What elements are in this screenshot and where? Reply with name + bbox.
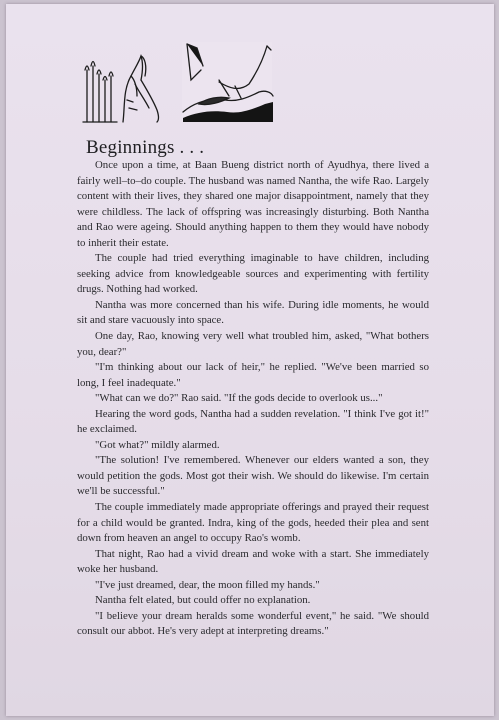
paragraph: That night, Rao had a vivid dream and woke with a start. She immediately woke her husband.	[77, 547, 429, 576]
paragraph: "What can we do?" Rao said. "If the gods decide to overlook us..."	[95, 392, 383, 405]
paragraph: One day, Rao, knowing very well what troubled him, asked, "What bothers you, dear?"	[77, 330, 429, 358]
story-body	[77, 158, 429, 640]
paragraph: "I've just dreamed, dear, the moon filled my hands."	[95, 578, 320, 591]
chapter-title: Beginnings . . .	[86, 137, 205, 158]
candles-praying-hands-icon	[83, 56, 159, 122]
illustration	[79, 40, 274, 124]
paragraph: Nantha was more concerned than his wife. During idle moments, he would sit and stare vacuously into space.	[77, 298, 429, 327]
paragraph: The couple had tried everything imaginable to have children, including seeking advice from knowledgeable sources and experimenting with fertility drugs. Nothing had worked.	[77, 252, 429, 296]
paragraph: Once upon a time, at Baan Bueng district north of Ayudhya, there lived a fairly well–to–do couple. The husband was named Nantha, the wife Rao. Largely content with their lives, they shared one major disappointment, namely that they were childless. The lack of offspring was increasingly disturbing. Both Nantha and Rao were ageing. Should anything happen to them they would have nobody to inherit their estate.	[77, 159, 429, 249]
paragraph: "The solution! I've remembered. Whenever our elders wanted a son, they would petition the gods. Most got their wish. We should do likewise. I'm certain we'll be successful."	[77, 454, 429, 498]
paragraph: The couple immediately made appropriate offerings and prayed their request for a child would be granted. Indra, king of the gods, heeded their plea and sent down from heaven an angel to occupy Rao's womb.	[77, 501, 429, 545]
paragraph: "Got what?" mildly alarmed.	[95, 438, 220, 451]
paragraph: "I believe your dream heralds some wonderful event," he said. "We should consult our abbot. He's very adept at interpreting dreams."	[77, 609, 429, 638]
paragraph: Nantha felt elated, but could offer no explanation.	[95, 594, 311, 607]
paragraph: "I'm thinking about our lack of heir," he replied. "We've been married so long, I feel inadequate."	[77, 361, 429, 389]
book-page	[6, 4, 494, 716]
paragraph: Hearing the word gods, Nantha had a sudden revelation. "I think I've got it!" he exclaimed.	[77, 407, 429, 436]
offering-hands-icon	[182, 42, 273, 122]
